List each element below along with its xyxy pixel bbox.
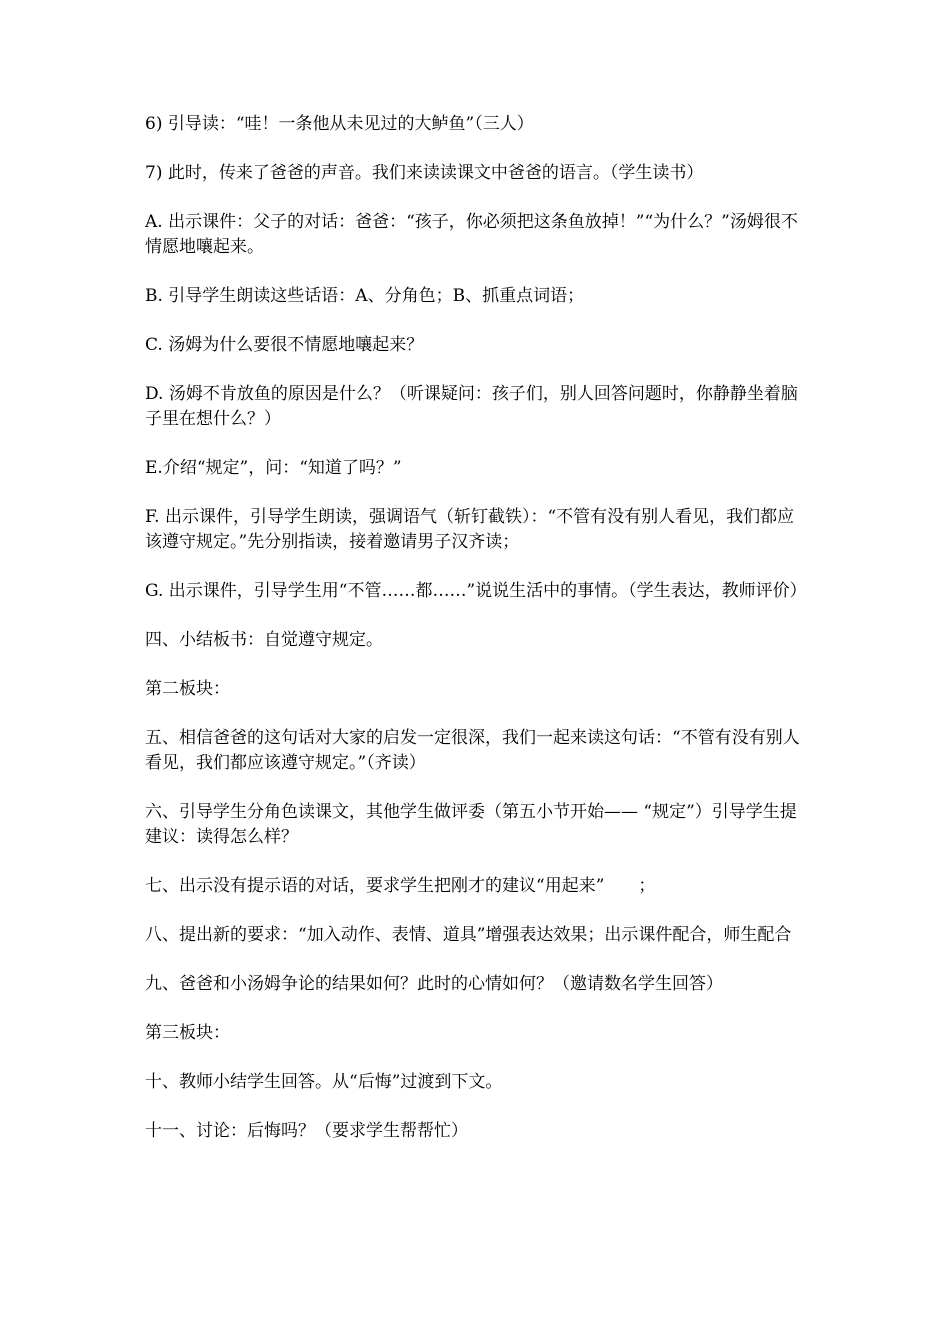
paragraph-b-read-aloud: B. 引导学生朗读这些话语：A、分角色；B、抓重点词语； (145, 286, 585, 306)
paragraph-6-guided-reading: 6) 引导读：“哇！一条他从未见过的大鲈鱼”（三人） (145, 114, 534, 134)
heading-block-3: 第三板块： (145, 1023, 230, 1043)
paragraph-e-rules: E.介绍“规定”，问：“知道了吗？” (145, 458, 402, 478)
paragraph-section-9: 九、爸爸和小汤姆争论的结果如何？此时的心情如何？（邀请数名学生回答） (145, 974, 723, 994)
paragraph-section-4-summary: 四、小结板书：自觉遵守规定。 (145, 630, 383, 650)
paragraph-section-5: 五、相信爸爸的这句话对大家的启发一定很深，我们一起来读这句话：“不管有没有别人看见，我们都应该遵守规定。”（齐读） (145, 728, 800, 773)
paragraph-section-11: 十一、讨论：后悔吗？（要求学生帮帮忙） (145, 1121, 468, 1141)
paragraph-section-8: 八、提出新的要求：“加入动作、表情、道具”增强表达效果；出示课件配合，师生配合 (145, 925, 792, 945)
paragraph-a-dialogue: A. 出示课件：父子的对话：爸爸：“孩子，你必须把这条鱼放掉！”“为什么？”汤姆很不情愿地嚷起来。 (145, 212, 798, 257)
paragraph-d-reason: D. 汤姆不肯放鱼的原因是什么？（听课疑问：孩子们，别人回答问题时，你静静坐着脑子里在想什么？） (145, 384, 798, 429)
paragraph-7-father-voice: 7) 此时，传来了爸爸的声音。我们来读读课文中爸爸的语言。（学生读书） (145, 163, 704, 183)
paragraph-g-examples: G. 出示课件，引导学生用“不管……都……”说说生活中的事情。（学生表达，教师评价） (145, 581, 807, 601)
paragraph-f-tone: F. 出示课件，引导学生朗读，强调语气（斩钉截铁）：“不管有没有别人看见，我们都应该遵守规定。”先分别指读，接着邀请男子汉齐读； (145, 507, 795, 552)
paragraph-section-10: 十、教师小结学生回答。从“后悔”过渡到下文。 (145, 1072, 503, 1092)
document-body (145, 112, 810, 1168)
paragraph-section-7: 七、出示没有提示语的对话，要求学生把刚才的建议“用起来” ； (145, 876, 656, 896)
paragraph-c-question: C. 汤姆为什么要很不情愿地嚷起来？ (145, 335, 424, 355)
heading-block-2: 第二板块： (145, 679, 230, 699)
paragraph-section-6: 六、引导学生分角色读课文，其他学生做评委（第五小节开始—— “规定”）引导学生提建议：读得怎么样？ (145, 802, 797, 847)
